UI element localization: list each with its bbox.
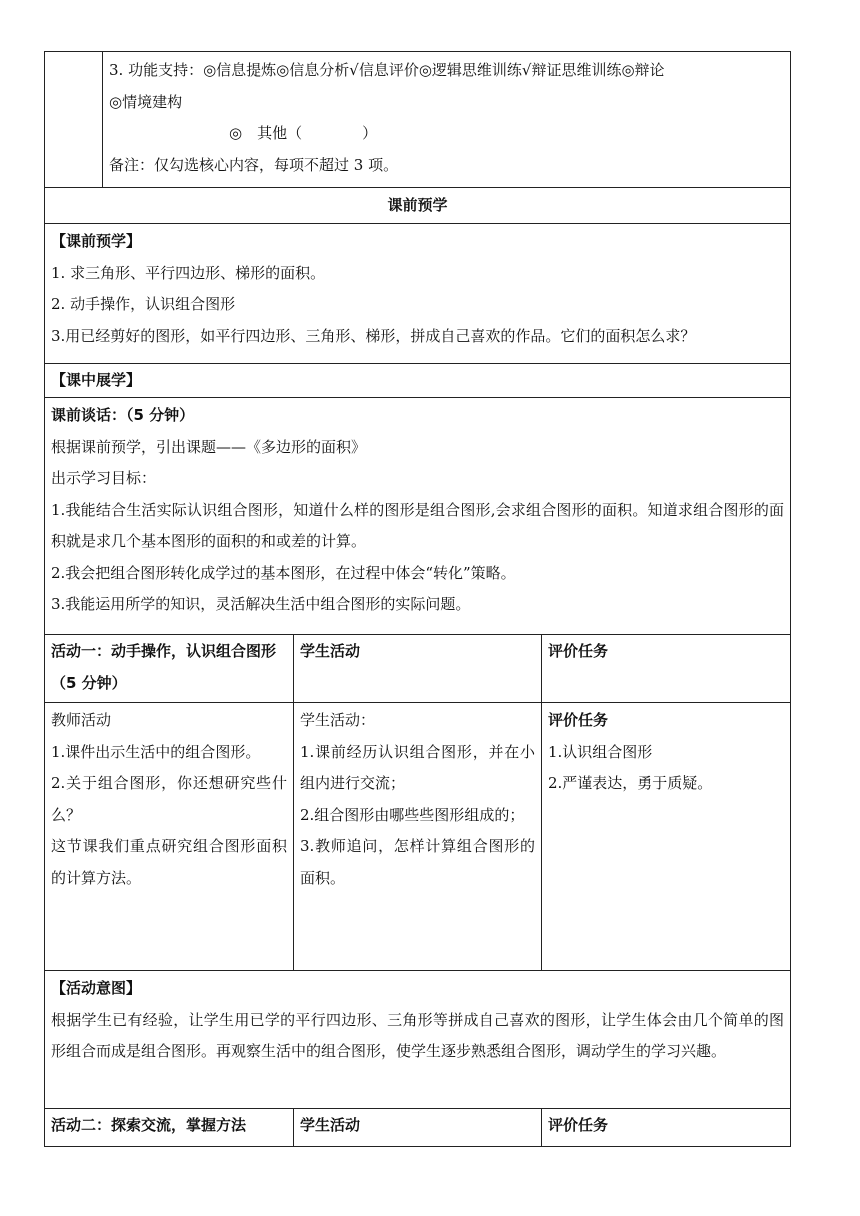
in-class-heading: 【课中展学】 xyxy=(45,364,791,398)
remark-line: 备注：仅勾选核心内容，每项不超过 3 项。 xyxy=(109,155,399,174)
other-line: ◎ 其他（ ） xyxy=(229,124,378,142)
function-support-cell xyxy=(103,52,791,188)
teacher-activity-label: 教师活动 xyxy=(51,711,112,729)
talk-cell xyxy=(45,398,791,635)
lesson-plan-table xyxy=(44,51,791,1147)
goal-item: 1.我能结合生活实际认识组合图形，知道什么样的图形是组合图形,会求组合图形的面积。知道求组合图形的面积就是求几个基本图形的面积的和或差的计算。 xyxy=(51,500,785,550)
intent-cell xyxy=(45,971,791,1109)
intent-heading: 【活动意图】 xyxy=(51,979,142,997)
activity1-student-header: 学生活动 xyxy=(294,635,542,703)
talk-title: 课前谈话：（5 分钟） xyxy=(51,406,195,424)
student-activity-label: 学生活动： xyxy=(300,711,376,729)
evaluation-item: 1.认识组合图形 xyxy=(548,742,653,761)
activity2-evaluation-header: 评价任务 xyxy=(542,1109,791,1147)
student-activity-item: 1.课前经历认识组合图形，并在小组内进行交流； xyxy=(300,742,535,792)
preview-heading: 【课前预学】 xyxy=(51,232,142,250)
lesson-plan-page xyxy=(44,51,790,1147)
teacher-activity-item: 这节课我们重点研究组合图形面积的计算方法。 xyxy=(51,837,287,887)
student-activity-item: 3.教师追问，怎样计算组合图形的面积。 xyxy=(300,837,535,887)
evaluation-label: 评价任务 xyxy=(548,711,609,729)
goals-label: 出示学习目标： xyxy=(51,469,157,487)
student-activity-item: 2.组合图形由哪些些图形组成的； xyxy=(300,805,525,824)
function-support-row xyxy=(45,52,791,188)
preview-cell xyxy=(45,224,791,364)
teacher-activity-item: 1.课件出示生活中的组合图形。 xyxy=(51,742,261,761)
function-support-line: 3. 功能支持：◎信息提炼◎信息分析√信息评价◎逻辑思维训练√辩证思维训练◎辩论 xyxy=(109,61,665,79)
intent-text: 根据学生已有经验，让学生用已学的平行四边形、三角形等拼成自己喜欢的图形，让学生体会由几个简单的图形组合而成是组合图形。再观察生活中的组合图形，使学生逐步熟悉组合图形，调动学生的学习兴趣。 xyxy=(51,1010,785,1060)
teacher-activity-cell xyxy=(45,703,294,971)
activity2-student-header: 学生活动 xyxy=(294,1109,542,1147)
left-blank-cell xyxy=(45,52,103,188)
activity1-evaluation-header: 评价任务 xyxy=(542,635,791,703)
section-header: 课前预学 xyxy=(45,188,791,224)
evaluation-cell xyxy=(542,703,791,971)
talk-intro: 根据课前预学，引出课题——《多边形的面积》 xyxy=(51,437,367,456)
teacher-activity-item: 2.关于组合图形，你还想研究些什么？ xyxy=(51,774,287,824)
goal-item: 3.我能运用所学的知识，灵活解决生活中组合图形的实际问题。 xyxy=(51,595,471,613)
preview-item: 3.用已经剪好的图形，如平行四边形、三角形、梯形，拼成自己喜欢的作品。它们的面积怎么求？ xyxy=(51,326,696,345)
student-activity-cell xyxy=(294,703,542,971)
activity1-title: 活动一：动手操作，认识组合图形（5 分钟） xyxy=(45,635,294,703)
evaluation-item: 2.严谨表达，勇于质疑。 xyxy=(548,774,713,792)
goal-item: 2.我会把组合图形转化成学过的基本图形，在过程中体会“转化”策略。 xyxy=(51,563,516,582)
preview-item: 2. 动手操作，认识组合图形 xyxy=(51,295,236,313)
preview-item: 1. 求三角形、平行四边形、梯形的面积。 xyxy=(51,263,326,282)
situation-modeling-line: ◎情境建构 xyxy=(109,92,183,111)
activity2-title: 活动二：探索交流，掌握方法 xyxy=(45,1109,294,1147)
